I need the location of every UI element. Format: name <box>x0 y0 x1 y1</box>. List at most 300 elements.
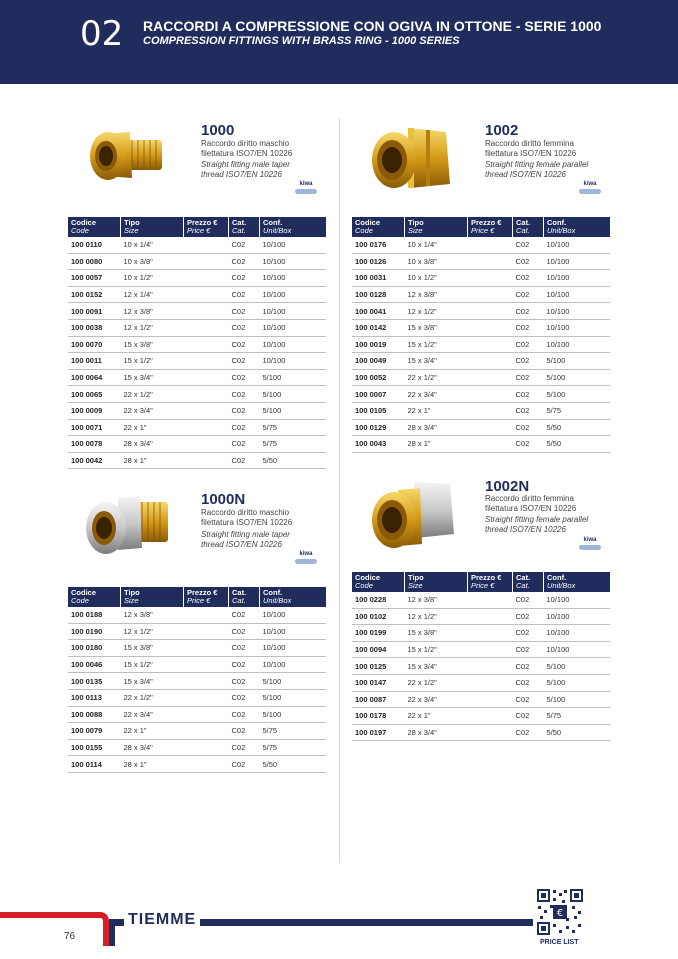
cell-cat: C02 <box>229 706 260 723</box>
cell-code: 100 0155 <box>68 739 121 756</box>
table-row <box>68 723 326 740</box>
table-row <box>352 658 610 675</box>
cell-cat: C02 <box>513 658 544 675</box>
cell-size: 22 x 3/4" <box>405 386 468 403</box>
table-row <box>352 419 610 436</box>
kiwa-certification-logo: kiwa <box>578 181 602 201</box>
cell-unit: 10/100 <box>260 303 327 320</box>
cell-cat: C02 <box>513 625 544 642</box>
table-row <box>68 739 326 756</box>
cell-size: 10 x 1/2" <box>405 270 468 287</box>
cell-cat: C02 <box>513 592 544 608</box>
table-row <box>352 625 610 642</box>
fitting-1002-image <box>368 122 454 194</box>
cell-code: 100 0031 <box>352 270 405 287</box>
col-code: Codice Code <box>352 217 405 237</box>
cell-size: 22 x 1" <box>405 402 468 419</box>
cell-price <box>468 608 513 625</box>
cell-cat: C02 <box>229 673 260 690</box>
cell-price <box>468 691 513 708</box>
cell-price <box>184 303 229 320</box>
cell-price <box>468 353 513 370</box>
cell-code: 100 0113 <box>68 689 121 706</box>
cell-code: 100 0142 <box>352 319 405 336</box>
cell-code: 100 0114 <box>68 756 121 773</box>
product-table-1000 <box>68 217 326 469</box>
cell-code: 100 0064 <box>68 369 121 386</box>
page-number: 76 <box>64 931 76 942</box>
cell-price <box>184 402 229 419</box>
table-row <box>352 303 610 320</box>
svg-text:€: € <box>556 908 564 919</box>
cell-size: 22 x 3/4" <box>405 691 468 708</box>
brand-logo: TIEMME <box>124 911 200 929</box>
cell-size: 15 x 3/4" <box>121 369 184 386</box>
cell-size: 10 x 1/4" <box>121 237 184 253</box>
cell-code: 100 0129 <box>352 419 405 436</box>
col-unit: Conf. Unit/Box <box>260 587 327 607</box>
cell-code: 100 0199 <box>352 625 405 642</box>
cell-price <box>184 286 229 303</box>
cell-unit: 10/100 <box>260 353 327 370</box>
cell-code: 100 0049 <box>352 353 405 370</box>
table-row <box>68 656 326 673</box>
cell-code: 100 0038 <box>68 319 121 336</box>
cell-unit: 5/75 <box>260 739 327 756</box>
table-row <box>68 419 326 436</box>
cell-size: 15 x 3/8" <box>121 336 184 353</box>
cell-price <box>468 658 513 675</box>
cell-unit: 5/100 <box>544 658 611 675</box>
cell-size: 22 x 1/2" <box>405 369 468 386</box>
cell-unit: 10/100 <box>260 253 327 270</box>
cell-unit: 10/100 <box>260 336 327 353</box>
table-row <box>352 237 610 253</box>
cell-unit: 5/100 <box>544 353 611 370</box>
col-size: Tipo Size <box>405 572 468 592</box>
cell-unit: 10/100 <box>544 641 611 658</box>
cell-unit: 5/100 <box>260 386 327 403</box>
cell-price <box>184 673 229 690</box>
fitting-1002n-image <box>368 478 458 554</box>
cell-unit: 5/100 <box>260 689 327 706</box>
cell-code: 100 0126 <box>352 253 405 270</box>
cell-size: 15 x 1/2" <box>121 353 184 370</box>
cell-size: 22 x 1" <box>405 708 468 725</box>
cell-price <box>468 270 513 287</box>
cell-price <box>184 607 229 623</box>
cell-unit: 10/100 <box>544 608 611 625</box>
cell-unit: 10/100 <box>544 336 611 353</box>
cell-size: 22 x 1/2" <box>121 386 184 403</box>
cell-price <box>468 674 513 691</box>
cell-unit: 10/100 <box>260 656 327 673</box>
cell-size: 12 x 1/2" <box>121 319 184 336</box>
cell-code: 100 0178 <box>352 708 405 725</box>
cell-cat: C02 <box>513 237 544 253</box>
cell-cat: C02 <box>229 336 260 353</box>
cell-cat: C02 <box>229 656 260 673</box>
col-price: Prezzo € Price € <box>468 572 513 592</box>
cell-size: 28 x 3/4" <box>121 436 184 453</box>
table-row <box>68 402 326 419</box>
cell-unit: 10/100 <box>260 640 327 657</box>
col-size: Tipo Size <box>405 217 468 237</box>
cell-price <box>468 386 513 403</box>
cell-code: 100 0152 <box>68 286 121 303</box>
cell-unit: 5/100 <box>260 706 327 723</box>
cell-size: 22 x 1" <box>121 419 184 436</box>
cell-price <box>468 419 513 436</box>
cell-size: 10 x 1/4" <box>405 237 468 253</box>
cell-cat: C02 <box>513 303 544 320</box>
cell-size: 12 x 3/8" <box>405 592 468 608</box>
table-row <box>68 319 326 336</box>
price-list-label: PRICE LIST <box>540 939 579 946</box>
cell-unit: 5/50 <box>544 436 611 453</box>
cell-size: 15 x 3/4" <box>121 673 184 690</box>
cell-price <box>184 706 229 723</box>
cell-cat: C02 <box>513 270 544 287</box>
cell-cat: C02 <box>229 739 260 756</box>
table-row <box>352 319 610 336</box>
table-row <box>352 286 610 303</box>
cell-price <box>184 319 229 336</box>
cell-cat: C02 <box>229 286 260 303</box>
table-row <box>68 237 326 253</box>
cell-code: 100 0080 <box>68 253 121 270</box>
cell-code: 100 0071 <box>68 419 121 436</box>
cell-price <box>184 386 229 403</box>
col-price: Prezzo € Price € <box>184 217 229 237</box>
cell-code: 100 0176 <box>352 237 405 253</box>
table-row <box>352 336 610 353</box>
table-row <box>68 623 326 640</box>
product-description-en: Straight fitting female parallel thread ISO7/EN 10226 <box>485 515 589 534</box>
cell-code: 100 0088 <box>68 706 121 723</box>
cell-code: 100 0094 <box>352 641 405 658</box>
cell-price <box>184 237 229 253</box>
cell-price <box>184 436 229 453</box>
table-row <box>352 724 610 741</box>
cell-cat: C02 <box>513 319 544 336</box>
cell-cat: C02 <box>229 386 260 403</box>
cell-price <box>184 419 229 436</box>
cell-price <box>468 286 513 303</box>
cell-price <box>468 724 513 741</box>
col-price: Prezzo € Price € <box>184 587 229 607</box>
product-table-1002n <box>352 572 610 741</box>
cell-code: 100 0041 <box>352 303 405 320</box>
kiwa-certification-logo: kiwa <box>294 551 318 571</box>
col-unit: Conf. Unit/Box <box>260 217 327 237</box>
footer-pipe-graphic <box>88 912 118 948</box>
cell-cat: C02 <box>229 402 260 419</box>
cell-price <box>468 592 513 608</box>
cell-cat: C02 <box>229 419 260 436</box>
table-row <box>68 303 326 320</box>
fitting-1000-image <box>86 124 166 188</box>
cell-unit: 5/100 <box>544 369 611 386</box>
cell-unit: 10/100 <box>544 592 611 608</box>
table-row <box>68 353 326 370</box>
cell-code: 100 0128 <box>352 286 405 303</box>
kiwa-certification-logo: kiwa <box>578 537 602 557</box>
col-code: Codice Code <box>352 572 405 592</box>
cell-unit: 5/75 <box>544 708 611 725</box>
cell-cat: C02 <box>229 756 260 773</box>
cell-size: 12 x 3/8" <box>405 286 468 303</box>
cell-size: 15 x 1/2" <box>121 656 184 673</box>
cell-cat: C02 <box>229 270 260 287</box>
cell-unit: 10/100 <box>544 270 611 287</box>
col-size: Tipo Size <box>121 587 184 607</box>
cell-code: 100 0105 <box>352 402 405 419</box>
cell-price <box>468 402 513 419</box>
chapter-number: 02 <box>80 14 124 54</box>
cell-price <box>184 723 229 740</box>
cell-unit: 5/75 <box>260 436 327 453</box>
cell-price <box>184 253 229 270</box>
table-row <box>352 369 610 386</box>
cell-price <box>468 336 513 353</box>
cell-size: 22 x 1/2" <box>121 689 184 706</box>
cell-code: 100 0125 <box>352 658 405 675</box>
cell-price <box>468 641 513 658</box>
col-cat: Cat. Cat. <box>229 587 260 607</box>
cell-size: 15 x 1/2" <box>405 336 468 353</box>
table-row <box>352 253 610 270</box>
cell-cat: C02 <box>513 402 544 419</box>
table-row <box>352 436 610 453</box>
cell-unit: 5/75 <box>544 402 611 419</box>
cell-price <box>468 436 513 453</box>
cell-cat: C02 <box>513 253 544 270</box>
cell-size: 12 x 1/2" <box>405 608 468 625</box>
cell-cat: C02 <box>229 607 260 623</box>
cell-unit: 5/100 <box>544 674 611 691</box>
table-row <box>352 608 610 625</box>
cell-unit: 10/100 <box>260 270 327 287</box>
cell-price <box>468 708 513 725</box>
cell-size: 10 x 3/8" <box>405 253 468 270</box>
cell-code: 100 0070 <box>68 336 121 353</box>
qr-code[interactable] <box>536 888 584 936</box>
page-title: RACCORDI A COMPRESSIONE CON OGIVA IN OTTONE - SERIE 1000 <box>143 18 602 34</box>
product-code-1002: 1002 <box>485 122 519 139</box>
cell-size: 12 x 3/8" <box>121 303 184 320</box>
cell-price <box>468 253 513 270</box>
cell-price <box>184 756 229 773</box>
product-description-it: Raccordo diritto maschio filettatura ISO7/EN 10226 <box>201 139 293 158</box>
product-table-1002 <box>352 217 610 453</box>
cell-unit: 5/50 <box>260 756 327 773</box>
cell-code: 100 0180 <box>68 640 121 657</box>
cell-code: 100 0011 <box>68 353 121 370</box>
cell-price <box>468 319 513 336</box>
page-subtitle: COMPRESSION FITTINGS WITH BRASS RING - 1000 SERIES <box>143 35 460 47</box>
cell-size: 22 x 1/2" <box>405 674 468 691</box>
cell-code: 100 0019 <box>352 336 405 353</box>
cell-cat: C02 <box>229 353 260 370</box>
cell-cat: C02 <box>513 436 544 453</box>
cell-cat: C02 <box>229 640 260 657</box>
cell-size: 15 x 1/2" <box>405 641 468 658</box>
table-row <box>68 452 326 469</box>
cell-unit: 5/100 <box>260 369 327 386</box>
column-divider <box>339 118 340 863</box>
cell-price <box>184 640 229 657</box>
cell-price <box>184 353 229 370</box>
table-row <box>352 691 610 708</box>
cell-size: 15 x 3/8" <box>405 319 468 336</box>
col-unit: Conf. Unit/Box <box>544 572 611 592</box>
table-row <box>352 353 610 370</box>
cell-unit: 10/100 <box>544 319 611 336</box>
table-row <box>68 607 326 623</box>
cell-unit: 10/100 <box>260 607 327 623</box>
col-price: Prezzo € Price € <box>468 217 513 237</box>
table-row <box>352 641 610 658</box>
cell-unit: 5/50 <box>544 724 611 741</box>
table-row <box>352 386 610 403</box>
cell-cat: C02 <box>229 319 260 336</box>
cell-cat: C02 <box>229 723 260 740</box>
cell-price <box>184 452 229 469</box>
cell-code: 100 0046 <box>68 656 121 673</box>
cell-code: 100 0079 <box>68 723 121 740</box>
cell-code: 100 0087 <box>352 691 405 708</box>
cell-size: 10 x 1/2" <box>121 270 184 287</box>
cell-size: 22 x 3/4" <box>121 402 184 419</box>
cell-code: 100 0188 <box>68 607 121 623</box>
cell-cat: C02 <box>229 303 260 320</box>
cell-cat: C02 <box>229 623 260 640</box>
cell-unit: 10/100 <box>260 286 327 303</box>
cell-cat: C02 <box>513 724 544 741</box>
fitting-1000n-image <box>84 490 170 564</box>
table-row <box>68 386 326 403</box>
cell-price <box>184 270 229 287</box>
cell-cat: C02 <box>513 353 544 370</box>
cell-unit: 5/100 <box>260 673 327 690</box>
cell-unit: 5/50 <box>544 419 611 436</box>
table-row <box>68 336 326 353</box>
cell-price <box>468 625 513 642</box>
cell-cat: C02 <box>229 689 260 706</box>
table-row <box>68 756 326 773</box>
cell-cat: C02 <box>513 691 544 708</box>
cell-code: 100 0102 <box>352 608 405 625</box>
cell-code: 100 0052 <box>352 369 405 386</box>
cell-code: 100 0197 <box>352 724 405 741</box>
cell-size: 15 x 3/4" <box>405 353 468 370</box>
cell-code: 100 0009 <box>68 402 121 419</box>
cell-size: 28 x 1" <box>121 756 184 773</box>
table-row <box>68 706 326 723</box>
cell-price <box>184 739 229 756</box>
table-row <box>68 369 326 386</box>
table-row <box>68 689 326 706</box>
cell-unit: 10/100 <box>544 303 611 320</box>
cell-size: 12 x 1/4" <box>121 286 184 303</box>
cell-price <box>184 656 229 673</box>
cell-size: 15 x 3/8" <box>405 625 468 642</box>
table-row <box>68 270 326 287</box>
footer-accent-bar <box>0 912 95 918</box>
cell-cat: C02 <box>513 369 544 386</box>
table-row <box>352 592 610 608</box>
cell-cat: C02 <box>513 336 544 353</box>
table-row <box>68 436 326 453</box>
cell-cat: C02 <box>513 286 544 303</box>
cell-price <box>184 689 229 706</box>
cell-unit: 10/100 <box>544 625 611 642</box>
cell-cat: C02 <box>513 608 544 625</box>
col-unit: Conf. Unit/Box <box>544 217 611 237</box>
col-code: Codice Code <box>68 217 121 237</box>
table-row <box>68 286 326 303</box>
cell-size: 28 x 1" <box>405 436 468 453</box>
cell-unit: 5/100 <box>544 386 611 403</box>
table-row <box>352 270 610 287</box>
cell-unit: 10/100 <box>260 623 327 640</box>
product-description-it: Raccordo diritto maschio filettatura ISO7/EN 10226 <box>201 508 293 527</box>
cell-cat: C02 <box>229 253 260 270</box>
cell-unit: 5/50 <box>260 452 327 469</box>
page-header <box>0 0 678 84</box>
cell-cat: C02 <box>513 641 544 658</box>
table-row <box>68 673 326 690</box>
product-code-1000: 1000 <box>201 122 235 139</box>
cell-cat: C02 <box>229 452 260 469</box>
cell-size: 22 x 1" <box>121 723 184 740</box>
col-cat: Cat. Cat. <box>229 217 260 237</box>
cell-price <box>468 369 513 386</box>
cell-unit: 10/100 <box>260 319 327 336</box>
cell-code: 100 0091 <box>68 303 121 320</box>
table-row <box>68 253 326 270</box>
cell-size: 28 x 3/4" <box>121 739 184 756</box>
cell-cat: C02 <box>229 369 260 386</box>
cell-size: 12 x 1/2" <box>121 623 184 640</box>
cell-size: 22 x 3/4" <box>121 706 184 723</box>
cell-size: 12 x 3/8" <box>121 607 184 623</box>
cell-code: 100 0135 <box>68 673 121 690</box>
product-description-en: Straight fitting female parallel thread ISO7/EN 10226 <box>485 160 589 179</box>
cell-unit: 5/100 <box>260 402 327 419</box>
col-cat: Cat. Cat. <box>513 217 544 237</box>
cell-unit: 5/100 <box>544 691 611 708</box>
cell-cat: C02 <box>513 708 544 725</box>
cell-price <box>468 237 513 253</box>
cell-price <box>184 623 229 640</box>
cell-unit: 10/100 <box>544 253 611 270</box>
cell-price <box>184 336 229 353</box>
col-size: Tipo Size <box>121 217 184 237</box>
cell-unit: 5/75 <box>260 723 327 740</box>
cell-size: 10 x 3/8" <box>121 253 184 270</box>
cell-price <box>468 303 513 320</box>
cell-code: 100 0190 <box>68 623 121 640</box>
cell-cat: C02 <box>513 386 544 403</box>
cell-unit: 5/75 <box>260 419 327 436</box>
cell-code: 100 0007 <box>352 386 405 403</box>
col-code: Codice Code <box>68 587 121 607</box>
cell-size: 28 x 3/4" <box>405 724 468 741</box>
cell-size: 15 x 3/4" <box>405 658 468 675</box>
col-cat: Cat. Cat. <box>513 572 544 592</box>
